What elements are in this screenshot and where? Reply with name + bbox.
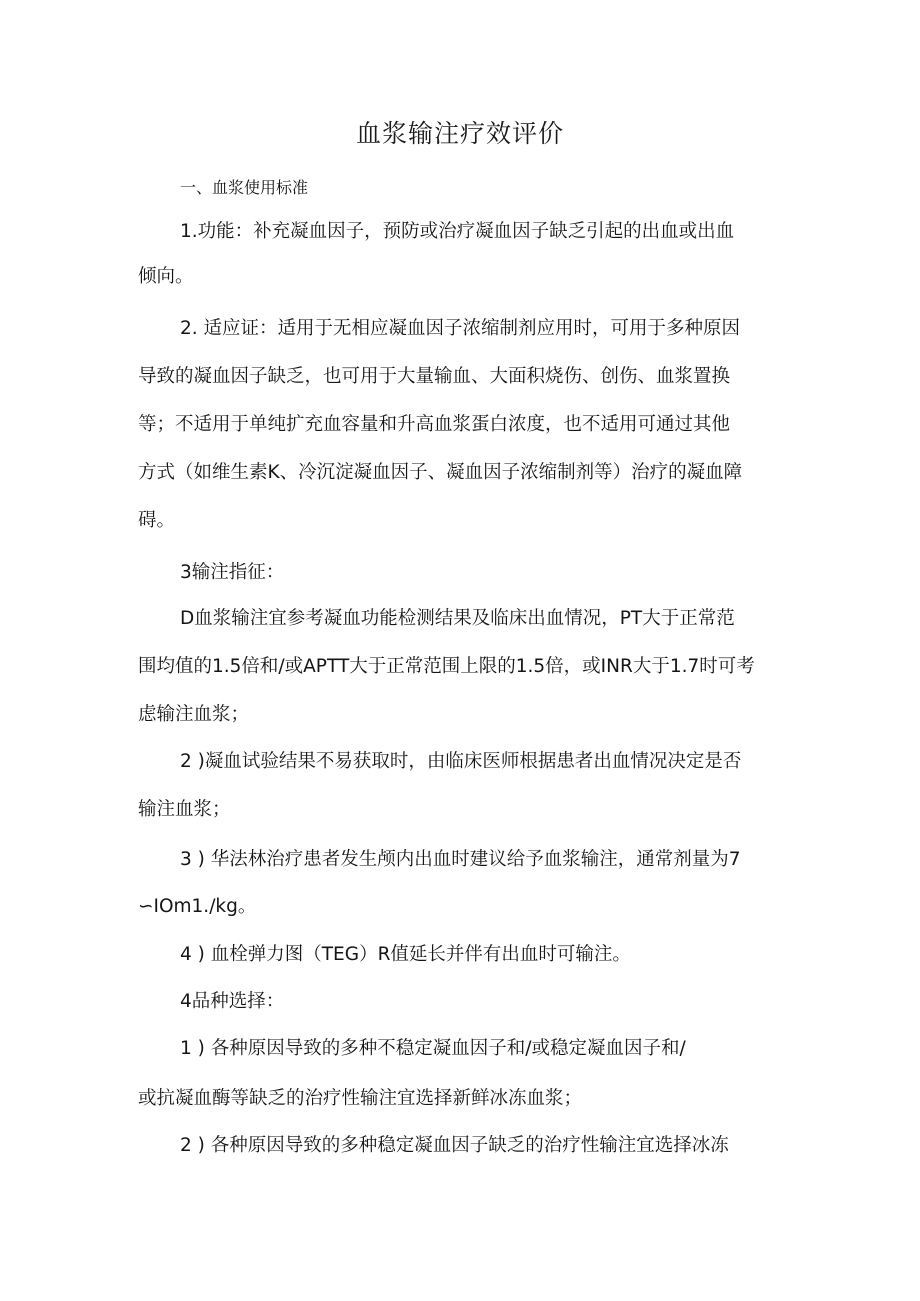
indication-3-line-1: 3 ) 华法林治疗患者发生颅内出血时建议给予血浆输注，通常剂量为7: [180, 849, 741, 870]
paragraph-indications-line-2: 导致的凝血因子缺乏，也可用于大量输血、大面积烧伤、创伤、血浆置换: [138, 366, 731, 387]
subheading-variety-selection: 4品种选择：: [180, 991, 285, 1012]
document-title: 血浆输注疗效评价: [355, 119, 564, 148]
paragraph-indications-line-1: 2. 适应证：适用于无相应凝血因子浓缩制剂应用时，可用于多种原因: [180, 318, 741, 339]
indication-2-line-2: 输注血浆；: [138, 799, 231, 820]
indication-2-line-1: 2 )凝血试验结果不易获取时，由临床医师根据患者出血情况决定是否: [180, 751, 742, 772]
section-heading-plasma-usage-standard: 一、血浆使用标准: [180, 178, 309, 197]
indication-4-line-1: 4 ) 血栓弹力图（TEG）R值延长并伴有出血时可输注。: [180, 944, 631, 965]
paragraph-indications-line-4: 方式（如维生素K、冷沉淀凝血因子、凝血因子浓缩制剂等）治疗的凝血障: [138, 462, 743, 483]
paragraph-indications-line-5: 碍。: [138, 510, 176, 531]
paragraph-indications-line-3: 等；不适用于单纯扩充血容量和升高血浆蛋白浓度，也不适用可通过其他: [138, 414, 731, 435]
selection-1-line-1: 1 ) 各种原因导致的多种不稳定凝血因子和/或稳定凝血因子和/: [180, 1038, 686, 1059]
selection-1-line-2: 或抗凝血酶等缺乏的治疗性输注宜选择新鲜冰冻血浆；: [138, 1088, 583, 1109]
subheading-transfusion-indications: 3输注指征：: [180, 562, 285, 583]
indication-1-line-1: D血浆输注宜参考凝血功能检测结果及临床出血情况，PT大于正常范: [180, 608, 735, 629]
paragraph-function-line-1: 1.功能：补充凝血因子，预防或治疗凝血因子缺乏引起的出血或出血: [180, 221, 735, 242]
selection-2-line-1: 2 ) 各种原因导致的多种稳定凝血因子缺乏的治疗性输注宜选择冰冻: [180, 1135, 729, 1156]
indication-1-line-3: 虑输注血浆；: [138, 704, 250, 725]
paragraph-function-line-2: 倾向。: [138, 266, 194, 287]
indication-1-line-2: 围均值的1.5倍和/或APTT大于正常范围上限的1.5倍，或INR大于1.7时可考: [138, 656, 755, 677]
indication-3-line-2: ∽IOm1./kg。: [138, 896, 257, 917]
